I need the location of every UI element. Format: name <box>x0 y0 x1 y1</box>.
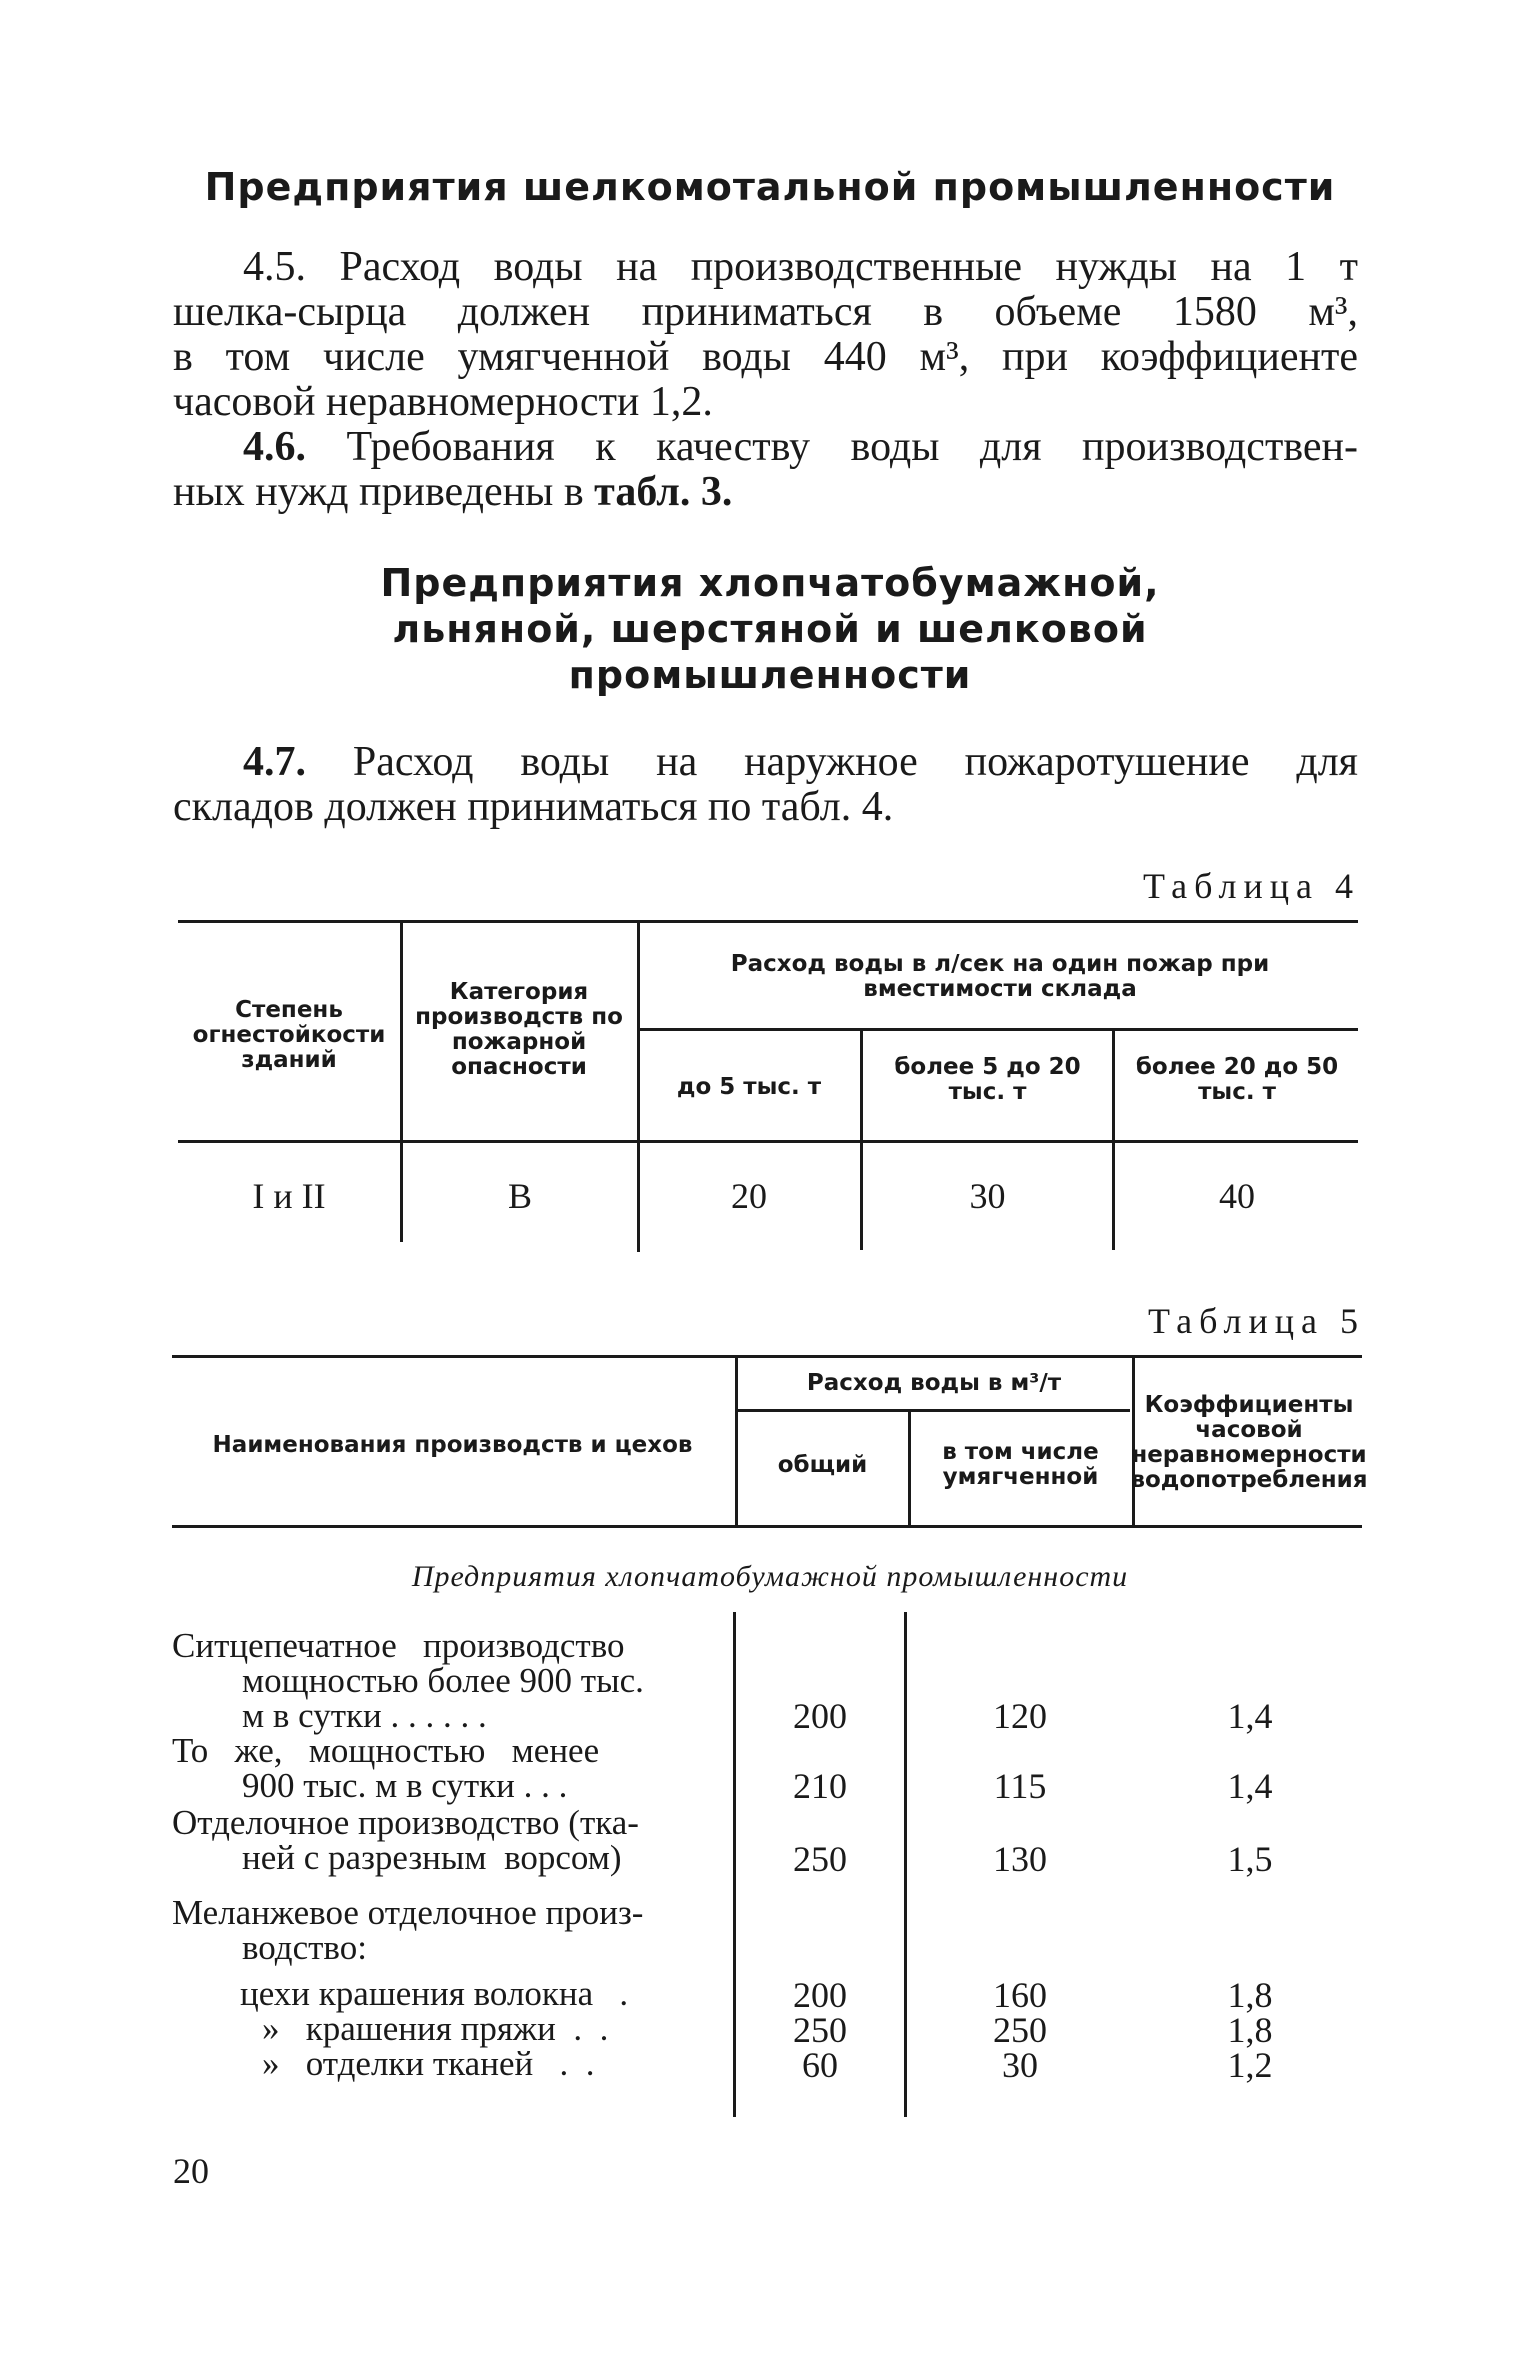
section-heading-textile-line-3: промышленности <box>568 653 972 697</box>
paragraph-4-7 <box>173 740 1358 830</box>
paragraph-4-7-line-1-text: Расход воды на наружное пожаротушение для <box>352 739 1359 785</box>
table-5-row-1-total: 200 <box>793 1696 847 1736</box>
paragraph-4-5-line-1 <box>173 245 1358 290</box>
table-4-cell-up-to-5: 20 <box>731 1176 767 1216</box>
paragraph-4-7-line-2: складов должен приниматься по табл. 4. <box>173 784 894 830</box>
table-5-row-1-coefficient: 1,4 <box>1227 1696 1273 1736</box>
table-5-header-total: общий <box>777 1451 868 1478</box>
table-4-header-up-to-5: до 5 тыс. т <box>676 1074 822 1100</box>
paragraph-4-5-line-1-text: Расход воды на производственные нужды на 1 т <box>339 244 1359 290</box>
paragraph-4-7-number: 4.7. <box>243 739 306 785</box>
table-5-row-6-softened: 250 <box>993 2010 1047 2050</box>
table-4-cell-5-to-20: 30 <box>969 1176 1006 1216</box>
table-5-body-divider-2 <box>904 1612 907 2117</box>
page-number: 20 <box>173 2151 209 2191</box>
table-5-header-coefficient: Коэффициенты часовой неравномерности водопотребления <box>1130 1391 1368 1493</box>
paragraph-4-5-number: 4.5. <box>243 244 306 290</box>
table-5-row-5-softened: 160 <box>993 1975 1047 2015</box>
table-5-header-softened: в том числе умягченной <box>942 1439 1099 1490</box>
table-5-row-1-softened: 120 <box>993 1696 1047 1736</box>
table-5-row-2-line-2: 900 тыс. м в сутки . . . <box>242 1766 568 1805</box>
table-5-row-3-name <box>172 1805 712 1875</box>
table-5-top-rule <box>172 1355 1362 1358</box>
table-4-header-degree: Степень огнестойкости зданий <box>192 996 386 1073</box>
table-5-row-5-name: цехи крашения волокна . <box>240 1974 629 2013</box>
table-5-header-name: Наименования производств и цехов <box>212 1431 693 1458</box>
table-5-row-3-total: 250 <box>793 1839 847 1879</box>
table-5-row-2-line-1: То же, мощностью менее <box>172 1731 600 1770</box>
table-4-col-divider-3 <box>860 1030 863 1250</box>
table-5-row-7-name: » отделки тканей . . <box>262 2044 595 2083</box>
table-4-col-divider-1 <box>400 922 403 1242</box>
table-5-row-5-total: 200 <box>793 1975 847 2015</box>
table-5-caption: Таблица 5 <box>1148 1301 1365 1341</box>
table-4-col-divider-4 <box>1112 1030 1115 1250</box>
paragraph-4-6-line-1 <box>173 425 1358 470</box>
table-5-row-3-softened: 130 <box>993 1839 1047 1879</box>
table-5-row-7-softened: 30 <box>1002 2045 1038 2085</box>
table-5-row-3-coefficient: 1,5 <box>1227 1839 1273 1879</box>
table-5-row-1-name <box>172 1628 712 1733</box>
section-heading-silk-winding: Предприятия шелкомотальной промышленности <box>204 165 1336 209</box>
table-5-row-6-coefficient: 1,8 <box>1227 2010 1273 2050</box>
table-5-row-2-softened: 115 <box>993 1766 1047 1806</box>
table-4-top-rule <box>178 920 1358 923</box>
table-4-header-bottom-rule <box>178 1140 1358 1143</box>
paragraph-4-5 <box>173 245 1358 425</box>
paragraph-4-5-line-4: часовой неравномерности 1,2. <box>173 379 713 425</box>
table-5-row-7-coefficient: 1,2 <box>1227 2045 1273 2085</box>
table-5-row-3-line-1: Отделочное производство (тка- <box>172 1803 639 1842</box>
section-heading-textile-line-2: льняной, шерстяной и шелковой <box>392 607 1148 651</box>
paragraph-4-5-line-2: шелка-сырца должен приниматься в объеме 1580 м³, <box>173 289 1358 335</box>
table-4-cell-20-to-50: 40 <box>1219 1176 1255 1216</box>
table-3-reference: табл. 3. <box>594 469 733 515</box>
table-4-cell-category: В <box>507 1176 532 1216</box>
paragraph-4-6 <box>173 425 1358 515</box>
table-5-body-divider-1 <box>733 1612 736 2117</box>
table-5-row-6-name: » крашения пряжи . . <box>262 2009 609 2048</box>
table-4-caption: Таблица 4 <box>1143 866 1360 906</box>
paragraph-4-5-line-3: в том числе умягченной воды 440 м³, при коэффициенте <box>173 334 1358 380</box>
table-5-row-4-name <box>172 1895 712 1965</box>
table-4-header-5-to-20: более 5 до 20 тыс. т <box>894 1054 1081 1105</box>
table-5-row-1-line-2: мощностью более 900 тыс. <box>242 1661 644 1700</box>
table-5-row-5-coefficient: 1,8 <box>1227 1975 1273 2015</box>
table-5-header-bottom-rule <box>172 1525 1362 1528</box>
paragraph-4-6-line-2-text: ных нужд приведены в <box>173 469 584 515</box>
section-heading-textile <box>300 560 1240 698</box>
paragraph-4-6-number: 4.6. <box>243 424 306 470</box>
table-5-section-title: Предприятия хлопчатобумажной промышленности <box>411 1560 1129 1593</box>
table-5-row-1-line-3: м в сутки . . . . . . <box>242 1696 487 1735</box>
paragraph-4-7-line-1 <box>173 740 1358 785</box>
table-4-header-20-to-50: более 20 до 50 тыс. т <box>1135 1054 1339 1105</box>
table-5-row-1-line-1: Ситцепечатное производство <box>172 1626 625 1665</box>
table-5-row-4-line-1: Меланжевое отделочное произ- <box>172 1893 644 1932</box>
table-4-header-category: Категория производств по пожарной опасности <box>415 979 623 1080</box>
paragraph-4-6-line-2 <box>173 470 1358 515</box>
table-5-sub-rule <box>738 1409 1130 1412</box>
table-4-header-flow: Расход воды в л/сек на один пожар при вместимости склада <box>730 951 1270 1002</box>
table-5-row-3-line-2: ней с разрезным ворсом) <box>242 1838 622 1877</box>
table-5-row-4-line-2: водство: <box>242 1928 367 1967</box>
table-5-header-divider-1 <box>735 1357 738 1525</box>
table-4-sub-rule <box>640 1028 1358 1031</box>
table-5-row-6-total: 250 <box>793 2010 847 2050</box>
section-heading-textile-line-1: Предприятия хлопчатобумажной, <box>380 561 1160 605</box>
table-5-header-flow: Расход воды в м³/т <box>806 1369 1062 1396</box>
table-5-row-2-total: 210 <box>793 1766 847 1806</box>
table-5-row-2-coefficient: 1,4 <box>1227 1766 1273 1806</box>
table-5-row-7-total: 60 <box>802 2045 838 2085</box>
paragraph-4-6-line-1-text: Требования к качеству воды для производствен- <box>346 424 1358 470</box>
table-5-header-divider-2 <box>908 1411 911 1525</box>
table-4-cell-degree: I и II <box>252 1176 326 1216</box>
table-5-row-2-name <box>172 1733 712 1803</box>
